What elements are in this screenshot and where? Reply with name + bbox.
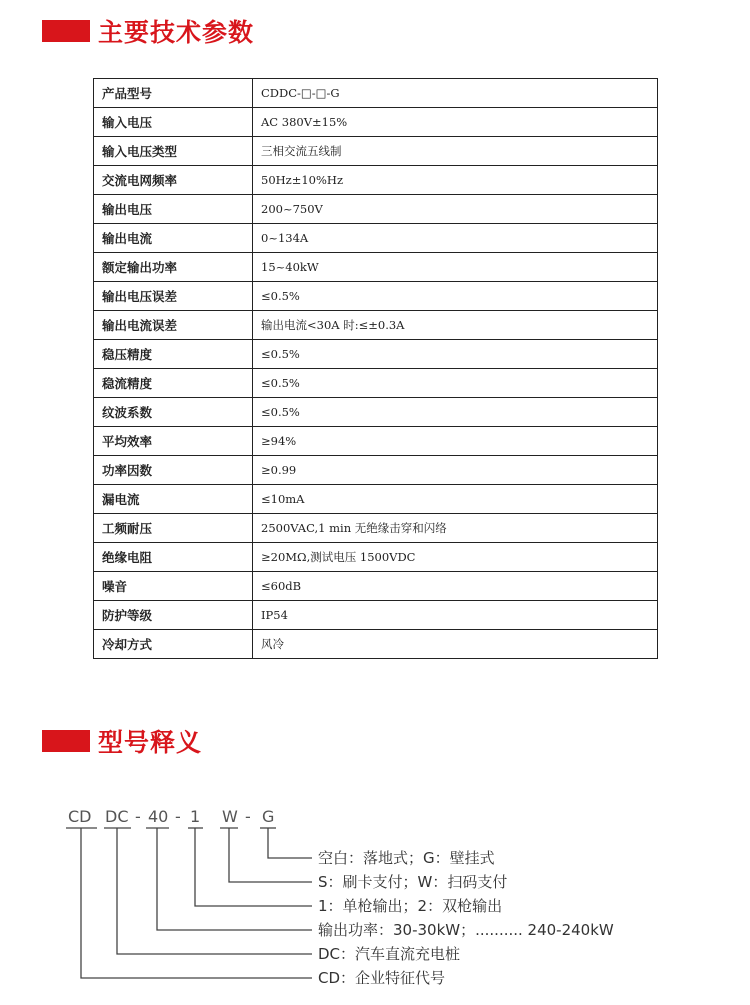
spec-label: 输出电压误差 [94,282,253,311]
spec-value: 三相交流五线制 [253,137,658,166]
desc-cd: CD：企业特征代号 [318,969,446,987]
spec-row [94,630,658,659]
code-gun: 1 [190,807,201,826]
model-section-title: 型号释义 [98,728,203,757]
spec-row [94,543,658,572]
spec-value: ≤10mA [253,485,658,514]
spec-value: ≥94% [253,427,658,456]
spec-value: ≥20MΩ,测试电压 1500VDC [253,543,658,572]
connector-power [157,828,312,930]
spec-label: 输出电流 [94,224,253,253]
code-dash: - [175,807,181,826]
spec-label: 额定输出功率 [94,253,253,282]
spec-value: 0~134A [253,224,658,253]
spec-value: 15~40kW [253,253,658,282]
red-bar-icon [42,730,90,752]
spec-value: ≥0.99 [253,456,658,485]
spec-row [94,427,658,456]
spec-row [94,282,658,311]
desc-dc: DC：汽车直流充电桩 [318,945,461,963]
spec-row [94,485,658,514]
code-mount: G [262,807,275,826]
spec-value: CDDC-□-□-G [253,79,658,108]
connector-cd [81,828,312,978]
code-pay: W [222,807,238,826]
spec-row [94,253,658,282]
desc-mount: 空白：落地式；G：壁挂式 [318,849,495,867]
spec-label: 防护等级 [94,601,253,630]
spec-value: 2500VAC,1 min 无绝缘击穿和闪络 [253,514,658,543]
code-dc: DC [105,807,129,826]
spec-row [94,369,658,398]
spec-label: 稳流精度 [94,369,253,398]
model-code-diagram [0,790,750,1000]
connector-gun [195,828,312,906]
code-power: 40 [148,807,169,826]
spec-row [94,166,658,195]
spec-label: 纹波系数 [94,398,253,427]
spec-value: AC 380V±15% [253,108,658,137]
specs-table [93,78,658,659]
spec-label: 冷却方式 [94,630,253,659]
spec-value: ≤0.5% [253,282,658,311]
spec-row [94,572,658,601]
specs-section-title: 主要技术参数 [98,18,255,47]
spec-value: 200~750V [253,195,658,224]
spec-row [94,398,658,427]
spec-value: 50Hz±10%Hz [253,166,658,195]
connector-dc [117,828,312,954]
spec-label: 输出电流误差 [94,311,253,340]
spec-label: 稳压精度 [94,340,253,369]
spec-value: 风冷 [253,630,658,659]
connector-pay [229,828,312,882]
spec-row [94,137,658,166]
spec-row [94,456,658,485]
code-dash: - [135,807,141,826]
spec-row [94,224,658,253]
red-bar-icon [42,20,90,42]
spec-row [94,195,658,224]
spec-value: ≤0.5% [253,398,658,427]
spec-value: ≤60dB [253,572,658,601]
spec-label: 功率因数 [94,456,253,485]
spec-label: 平均效率 [94,427,253,456]
spec-label: 交流电网频率 [94,166,253,195]
spec-label: 工频耐压 [94,514,253,543]
spec-value: IP54 [253,601,658,630]
spec-row [94,311,658,340]
desc-power: 输出功率：30-30kW；.......... 240-240kW [318,921,614,939]
desc-gun: 1：单枪输出；2：双枪输出 [318,897,503,915]
spec-label: 输入电压类型 [94,137,253,166]
desc-pay: S：刷卡支付；W：扫码支付 [318,873,508,891]
spec-row [94,340,658,369]
spec-label: 噪音 [94,572,253,601]
spec-label: 绝缘电阻 [94,543,253,572]
spec-value: ≤0.5% [253,369,658,398]
connector-mount [268,828,312,858]
spec-value: ≤0.5% [253,340,658,369]
code-cd: CD [68,807,92,826]
spec-row [94,514,658,543]
spec-label: 产品型号 [94,79,253,108]
spec-row [94,601,658,630]
spec-row [94,108,658,137]
spec-label: 输出电压 [94,195,253,224]
spec-label: 漏电流 [94,485,253,514]
spec-row [94,79,658,108]
spec-label: 输入电压 [94,108,253,137]
spec-value: 输出电流<30A 时:≤±0.3A [253,311,658,340]
code-dash: - [245,807,251,826]
